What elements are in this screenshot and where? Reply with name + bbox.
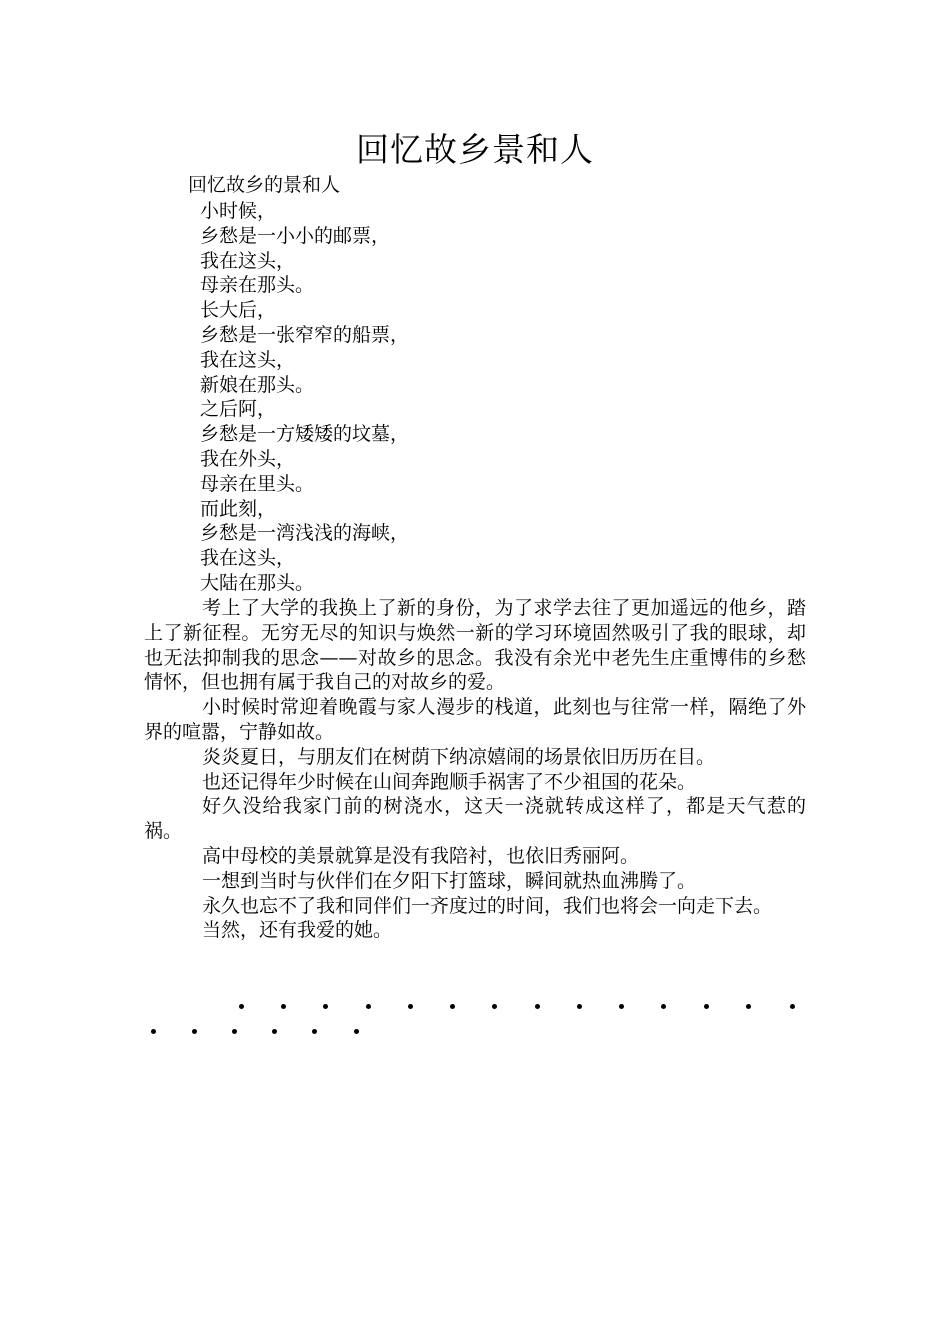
ellipsis-dot — [790, 1004, 795, 1009]
paragraph: 当然，还有我爱的她。 — [202, 919, 393, 942]
ellipsis-dot — [366, 1004, 371, 1009]
ellipsis-dot — [312, 1029, 317, 1034]
ellipsis-dot — [492, 1004, 497, 1009]
poem-block — [200, 199, 409, 596]
poem-line: 乡愁是一小小的邮票， — [200, 224, 391, 247]
paragraph: 炎炎夏日，与朋友们在树荫下纳凉嬉闹的场景依旧历历在目。 — [202, 745, 716, 768]
ellipsis-dot — [151, 1029, 156, 1034]
poem-line: 长大后， — [200, 299, 277, 322]
ellipsis-dot — [408, 1004, 413, 1009]
paragraph: 永久也忘不了我和同伴们一齐度过的时间，我们也将会一向走下去。 — [202, 894, 773, 917]
document-title: 回忆故乡景和人 — [356, 130, 594, 169]
document-subtitle: 回忆故乡的景和人 — [188, 174, 341, 196]
poem-line: 我在外头， — [200, 447, 296, 470]
ellipsis-dot — [354, 1029, 359, 1034]
ellipsis-dot — [535, 1004, 540, 1009]
poem-line: 乡愁是一张窄窄的船票， — [200, 323, 410, 346]
poem-line: 乡愁是一湾浅浅的海峡， — [200, 522, 410, 545]
ellipsis-dot — [192, 1029, 197, 1034]
poem-line: 我在这头， — [200, 348, 296, 371]
poem-line: 之后阿， — [200, 398, 277, 421]
ellipsis-dot — [281, 1004, 286, 1009]
paragraph: 好久没给我家门前的树浇水，这天一浇就转成这样了，都是天气惹的祸。 — [144, 795, 806, 843]
ellipsis-dot — [704, 1004, 709, 1009]
paragraph: 高中母校的美景就算是没有我陪衬，也依旧秀丽阿。 — [202, 844, 640, 867]
poem-line: 乡愁是一方矮矮的坟墓， — [200, 423, 410, 446]
ellipsis-dot — [577, 1004, 582, 1009]
ellipsis-dot — [323, 1004, 328, 1009]
poem-line: 而此刻， — [200, 497, 277, 520]
ellipsis-dot — [619, 1004, 624, 1009]
ellipsis-dot — [450, 1004, 455, 1009]
paragraph: 小时候时常迎着晚霞与家人漫步的栈道，此刻也与往常一样，隔绝了外界的喧嚣，宁静如故。 — [144, 696, 806, 743]
poem-line: 我在这头， — [200, 547, 296, 570]
prose-block — [144, 596, 806, 943]
poem-line: 新娘在那头。 — [200, 373, 315, 396]
ellipsis-dot — [239, 1004, 244, 1009]
ellipsis-dots — [144, 994, 808, 1044]
ellipsis-dot — [746, 1004, 751, 1009]
poem-line: 小时候， — [200, 200, 277, 222]
poem-line: 我在这头， — [200, 249, 296, 272]
paragraph: 一想到当时与伙伴们在夕阳下打篮球，瞬间就热血沸腾了。 — [202, 869, 697, 892]
paragraph: 考上了大学的我换上了新的身份，为了求学去往了更加遥远的他乡，踏上了新征程。无穷无尽的知识与焕然一新的学习环境固然吸引了我的眼球，却也无法抑制我的思念——对故乡的思念。我没有余光中老先生庄重博伟的乡愁情怀，但也拥有属于我自己的对故乡的爱。 — [144, 597, 806, 694]
ellipsis-dot — [232, 1029, 237, 1034]
poem-line: 母亲在里头。 — [200, 472, 315, 495]
ellipsis-dot — [272, 1029, 277, 1034]
poem-line: 母亲在那头。 — [200, 274, 315, 297]
paragraph: 也还记得年少时候在山间奔跑顺手祸害了不少祖国的花朵。 — [202, 770, 697, 793]
poem-line: 大陆在那头。 — [200, 571, 315, 594]
ellipsis-dot — [661, 1004, 666, 1009]
